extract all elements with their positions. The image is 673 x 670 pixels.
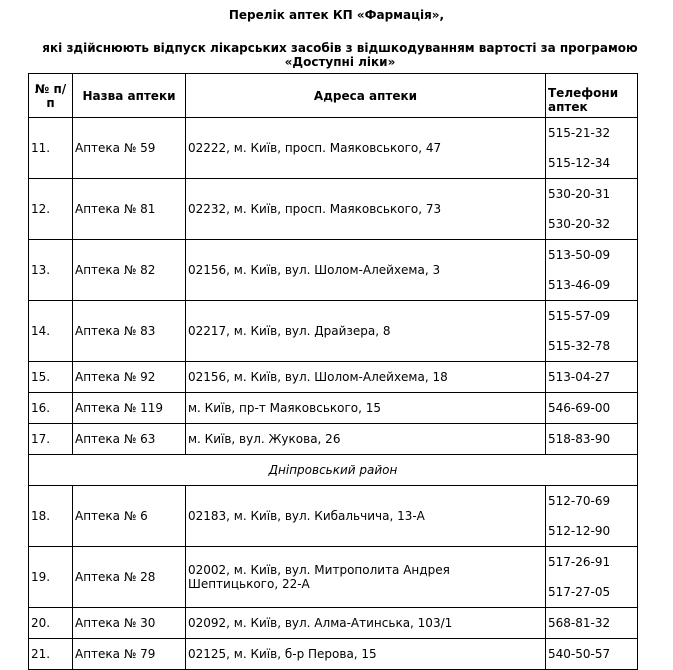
- pharmacy-address: м. Київ, пр-т Маяковського, 15: [186, 393, 546, 424]
- pharmacy-address: 02156, м. Київ, вул. Шолом-Алейхема, 18: [186, 362, 546, 393]
- phone-number: 518-83-90: [548, 432, 611, 446]
- col-header-address: Адреса аптеки: [186, 74, 546, 118]
- row-num: 20.: [29, 608, 73, 639]
- phone-number: 512-70-69: [548, 494, 611, 508]
- pharmacy-name: Аптека № 28: [73, 547, 186, 608]
- col-header-phones: Телефони аптек: [546, 74, 638, 118]
- pharmacy-address: м. Київ, вул. Жукова, 26: [186, 424, 546, 455]
- pharmacy-phones: [546, 639, 638, 670]
- phone-number: 513-04-27: [548, 370, 611, 384]
- pharmacy-table: [28, 73, 638, 670]
- district-row: [29, 455, 638, 486]
- row-num: 18.: [29, 486, 73, 547]
- phone-number: 568-81-32: [548, 616, 611, 630]
- table-row: [29, 608, 638, 639]
- phone-number: 515-32-78: [548, 339, 611, 353]
- pharmacy-phones: [546, 240, 638, 301]
- pharmacy-address: 02222, м. Київ, просп. Маяковського, 47: [186, 118, 546, 179]
- pharmacy-name: Аптека № 92: [73, 362, 186, 393]
- phone-number: 515-12-34: [548, 156, 611, 170]
- phone-number: 515-57-09: [548, 309, 611, 323]
- pharmacy-phones: [546, 547, 638, 608]
- pharmacy-address: 02217, м. Київ, вул. Драйзера, 8: [186, 301, 546, 362]
- row-num: 12.: [29, 179, 73, 240]
- pharmacy-address: 02183, м. Київ, вул. Кибальчича, 13-А: [186, 486, 546, 547]
- pharmacy-name: Аптека № 59: [73, 118, 186, 179]
- pharmacy-phones: [546, 179, 638, 240]
- document-subtitle: які здійснюють відпуск лікарських засобів з відшкодуванням вартості за програмою «Доступні ліки»: [42, 41, 638, 69]
- pharmacy-name: Аптека № 119: [73, 393, 186, 424]
- pharmacy-phones: [546, 362, 638, 393]
- table-row: [29, 639, 638, 670]
- pharmacy-phones: [546, 301, 638, 362]
- row-num: 14.: [29, 301, 73, 362]
- document-title: Перелік аптек КП «Фармація»,: [228, 8, 445, 22]
- phone-number: 540-50-57: [548, 647, 611, 661]
- table-row: [29, 547, 638, 608]
- pharmacy-address: 02232, м. Київ, просп. Маяковського, 73: [186, 179, 546, 240]
- pharmacy-phones: [546, 424, 638, 455]
- phone-number: 515-21-32: [548, 126, 611, 140]
- row-num: 13.: [29, 240, 73, 301]
- table-row: [29, 179, 638, 240]
- pharmacy-name: Аптека № 79: [73, 639, 186, 670]
- table-header-row: [29, 74, 638, 118]
- col-header-num: № п/п: [29, 74, 73, 118]
- pharmacy-name: Аптека № 82: [73, 240, 186, 301]
- phone-number: 513-46-09: [548, 278, 611, 292]
- pharmacy-phones: [546, 118, 638, 179]
- pharmacy-name: Аптека № 81: [73, 179, 186, 240]
- pharmacy-name: Аптека № 30: [73, 608, 186, 639]
- table-row: [29, 240, 638, 301]
- row-num: 11.: [29, 118, 73, 179]
- phone-number: 546-69-00: [548, 401, 611, 415]
- pharmacy-name: Аптека № 6: [73, 486, 186, 547]
- table-row: [29, 424, 638, 455]
- pharmacy-name: Аптека № 63: [73, 424, 186, 455]
- pharmacy-phones: [546, 486, 638, 547]
- row-num: 21.: [29, 639, 73, 670]
- table-row: [29, 362, 638, 393]
- row-num: 15.: [29, 362, 73, 393]
- row-num: 19.: [29, 547, 73, 608]
- phone-number: 512-12-90: [548, 524, 611, 538]
- table-row: [29, 393, 638, 424]
- table-row: [29, 118, 638, 179]
- table-row: [29, 301, 638, 362]
- phone-number: 530-20-31: [548, 187, 611, 201]
- phone-number: 517-26-91: [548, 555, 611, 569]
- pharmacy-address: 02125, м. Київ, б-р Перова, 15: [186, 639, 546, 670]
- pharmacy-name: Аптека № 83: [73, 301, 186, 362]
- phone-number: 517-27-05: [548, 585, 611, 599]
- row-num: 17.: [29, 424, 73, 455]
- row-num: 16.: [29, 393, 73, 424]
- col-header-name: Назва аптеки: [73, 74, 186, 118]
- pharmacy-phones: [546, 393, 638, 424]
- pharmacy-address: 02156, м. Київ, вул. Шолом-Алейхема, 3: [186, 240, 546, 301]
- table-row: [29, 486, 638, 547]
- phone-number: 530-20-32: [548, 217, 611, 231]
- pharmacy-address: 02092, м. Київ, вул. Алма-Атинська, 103/1: [186, 608, 546, 639]
- phone-number: 513-50-09: [548, 248, 611, 262]
- pharmacy-phones: [546, 608, 638, 639]
- district-heading: Дніпровський район: [29, 455, 638, 486]
- pharmacy-address: 02002, м. Київ, вул. Митрополита Андрея Шептицького, 22-А: [186, 547, 546, 608]
